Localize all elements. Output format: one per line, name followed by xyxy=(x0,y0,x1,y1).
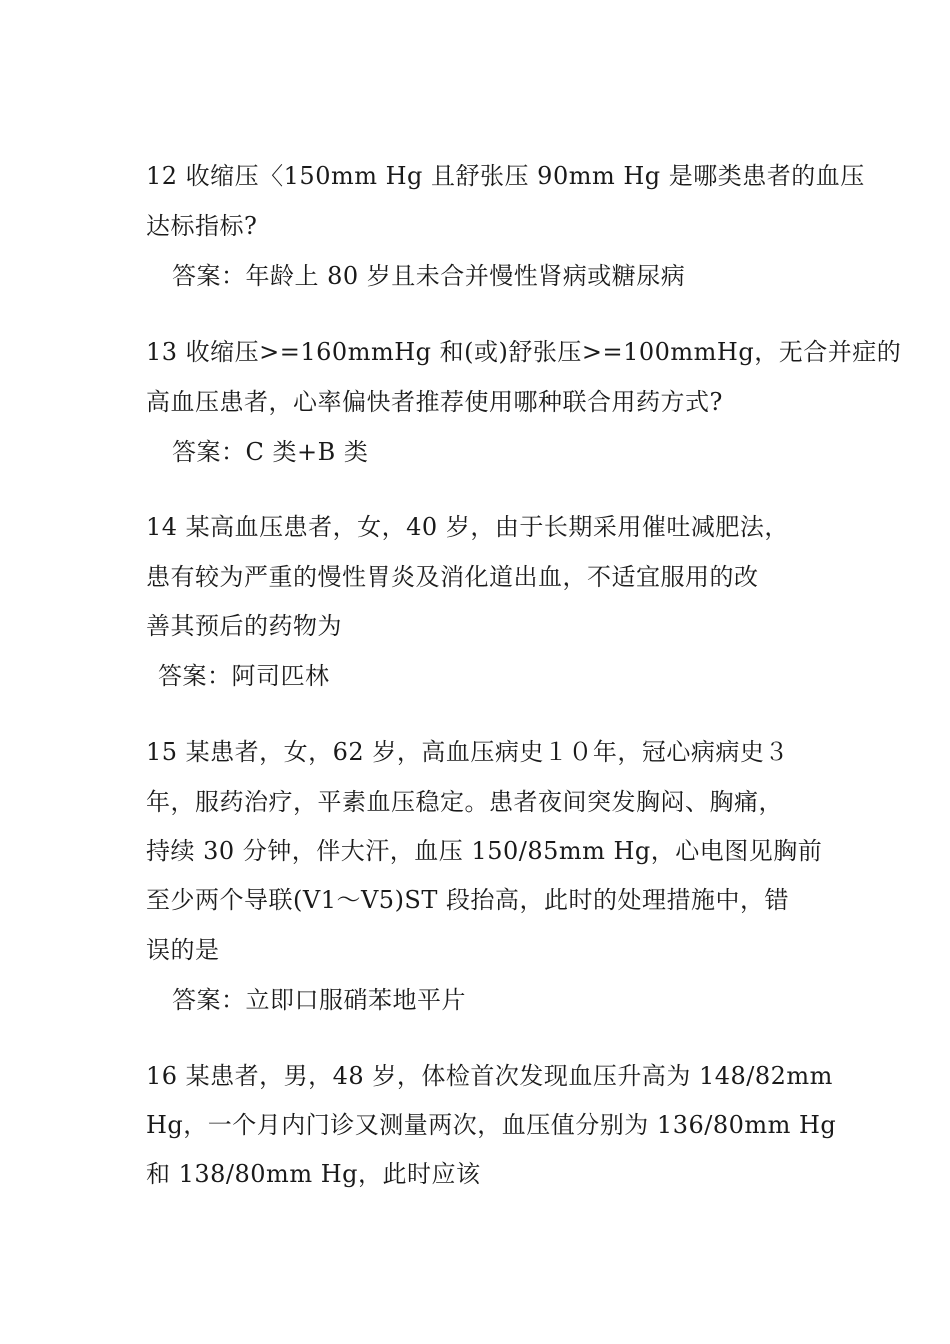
question-16-line-1: 16 某患者，男，48 岁，体检首次发现血压升高为 148/82mm xyxy=(146,1062,833,1090)
question-14-line-3: 善其预后的药物为 xyxy=(146,612,342,640)
question-14-line-1: 14 某高血压患者，女，40 岁，由于长期采用催吐减肥法， xyxy=(146,513,789,541)
question-15-answer: 答案：立即口服硝苯地平片 xyxy=(172,986,466,1014)
question-15-line-3: 持续 30 分钟，伴大汗，血压 150/85mm Hg，心电图见胸前 xyxy=(146,837,823,865)
question-12-line-2: 达标指标? xyxy=(146,212,258,240)
question-13-line-1: 13 收缩压>=160mmHg 和(或)舒张压>=100mmHg，无合并症的 xyxy=(146,338,902,366)
question-15-line-1: 15 某患者，女，62 岁，高血压病史１０年，冠心病病史３ xyxy=(146,738,789,766)
question-16-line-2: Hg，一个月内门诊又测量两次，血压值分别为 136/80mm Hg xyxy=(146,1111,837,1139)
question-15-line-4: 至少两个导联(V1～V5)ST 段抬高，此时的处理措施中，错 xyxy=(146,886,790,914)
question-13-line-2: 高血压患者，心率偏快者推荐使用哪种联合用药方式? xyxy=(146,388,723,416)
question-14-answer: 答案：阿司匹林 xyxy=(158,662,330,690)
question-12-line-1: 12 收缩压〈150mm Hg 且舒张压 90mm Hg 是哪类患者的血压 xyxy=(146,162,865,190)
question-15-line-2: 年，服药治疗，平素血压稳定。患者夜间突发胸闷、胸痛， xyxy=(146,788,783,816)
question-15-line-5: 误的是 xyxy=(146,936,220,964)
question-13-answer: 答案：C 类+B 类 xyxy=(172,438,369,466)
question-16-line-3: 和 138/80mm Hg，此时应该 xyxy=(146,1160,481,1188)
question-14-line-2: 患有较为严重的慢性胃炎及消化道出血，不适宜服用的改 xyxy=(146,563,759,591)
question-12-answer: 答案：年龄上 80 岁且未合并慢性肾病或糖尿病 xyxy=(172,262,686,290)
